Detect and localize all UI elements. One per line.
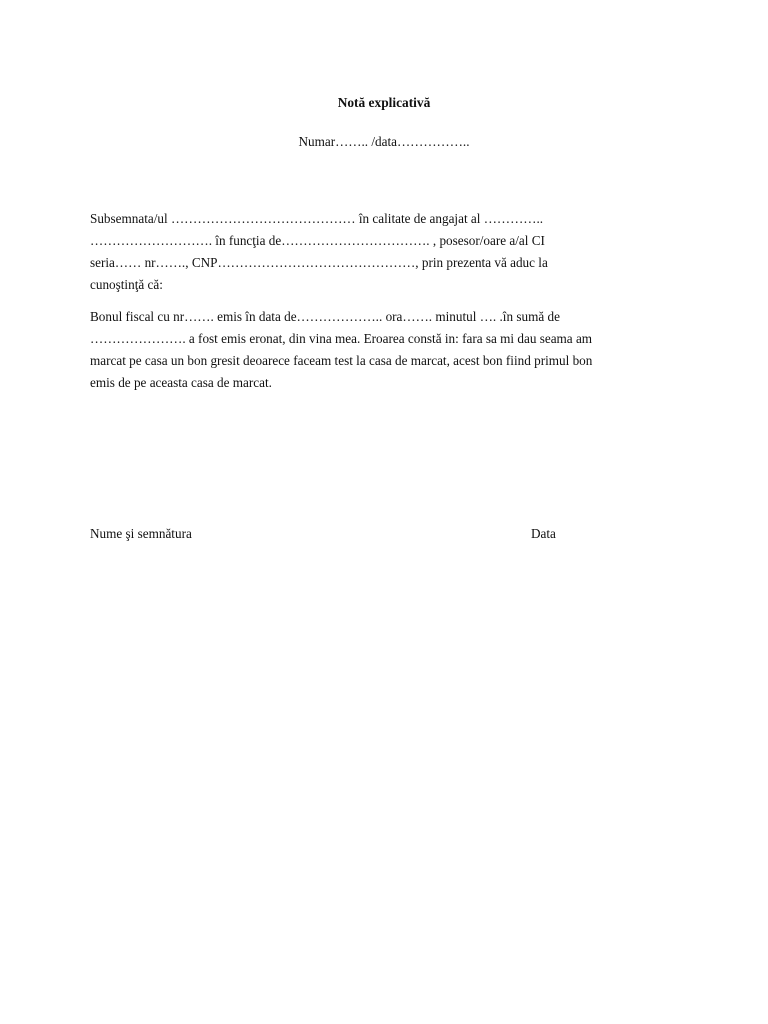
explanation-line: …………………. a fost emis eronat, din vina mea. Eroarea constă in: fara sa mi dau seama am [90, 331, 593, 346]
explanation-line: emis de pe aceasta casa de marcat. [90, 375, 272, 390]
number-date-line: Numar…….. /data…………….. [298, 134, 470, 149]
date-label: Data [531, 526, 556, 541]
declaration-line: seria…… nr……., CNP………………………………………, prin prezenta vă aduc la [90, 255, 548, 270]
explanation-paragraph [90, 306, 680, 394]
signature-label: Nume şi semnătura [90, 526, 192, 541]
declaration-line: Subsemnata/ul …………………………………… în calitate de angajat al ………….. [90, 211, 544, 226]
declaration-line: ………………………. în funcţia de……………………………. , posesor/oare a/al CI [90, 233, 545, 248]
declaration-line: cunoştinţă că: [90, 277, 163, 292]
document-title: Notă explicativă [337, 95, 431, 110]
declaration-paragraph [90, 208, 680, 296]
explanation-line: Bonul fiscal cu nr……. emis în data de……………….. ora……. minutul …. .în sumă de [90, 309, 560, 324]
explanation-line: marcat pe casa un bon gresit deoarece faceam test la casa de marcat, acest bon fiind primul bon [90, 353, 593, 368]
